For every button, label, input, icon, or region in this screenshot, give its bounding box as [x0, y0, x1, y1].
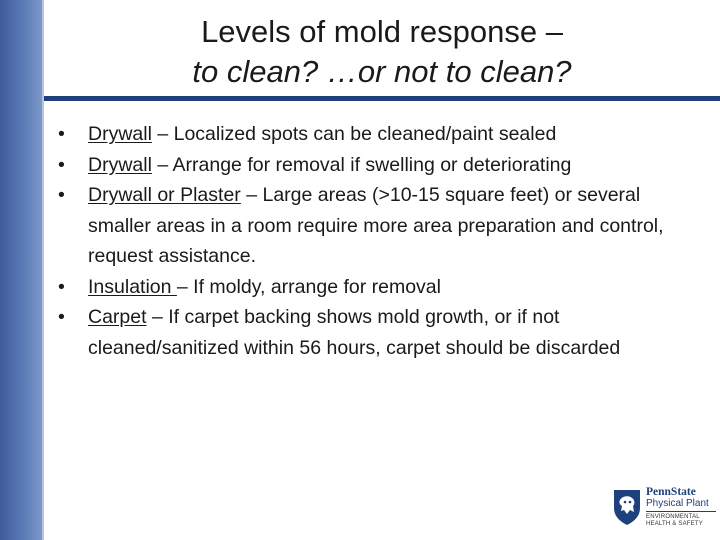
bullet-marker: • [58, 184, 65, 206]
logo-subunit-line-1: ENVIRONMENTAL [646, 514, 700, 520]
logo-unit-name: Physical Plant [646, 498, 709, 509]
bullet-list [58, 119, 698, 363]
bullet-term: Drywall [88, 123, 152, 145]
bullet-marker: • [58, 275, 65, 298]
bullet-marker: • [58, 123, 65, 145]
bullet-text: – If carpet backing shows mold growth, or if not cleaned/sanitized within 56 hours, carpet should be discarded [88, 306, 621, 359]
bullet-text: – If moldy, arrange for removal [176, 275, 441, 298]
bullet-term: Drywall or Plaster [88, 184, 241, 206]
slide-title [44, 12, 720, 92]
bullet-text: – Large areas (>10-15 square feet) or several smaller areas in a room require more area preparation and control, request assistance. [88, 184, 664, 267]
title-line-2: to clean? …or not to clean? [192, 54, 572, 89]
bullet-term: Insulation [88, 275, 177, 298]
nittany-lion-shield-icon [612, 488, 642, 526]
title-underline-rule [44, 96, 720, 101]
logo-text [646, 486, 718, 528]
left-accent-bar [0, 0, 42, 540]
bullet-text: – Arrange for removal if swelling or deteriorating [151, 153, 572, 176]
bullet-marker: • [58, 306, 65, 328]
bullet-item-drywall-localized [58, 119, 698, 150]
bullet-item-carpet [58, 302, 698, 363]
pennstate-physical-plant-logo [612, 486, 716, 534]
logo-subunit-line-2: HEALTH & SAFETY [646, 521, 703, 527]
bullet-marker: • [58, 153, 65, 176]
bullet-item-insulation [58, 272, 698, 303]
bullet-term: Drywall [88, 153, 152, 176]
bullet-term: Carpet [88, 306, 147, 328]
logo-divider [646, 511, 716, 512]
bullet-text: – Localized spots can be cleaned/paint sealed [151, 123, 557, 145]
bullet-item-drywall-removal [58, 150, 698, 181]
title-line-1: Levels of mold response – [201, 14, 563, 49]
bullet-item-drywall-plaster [58, 180, 698, 272]
logo-wordmark: PennState [646, 486, 696, 498]
